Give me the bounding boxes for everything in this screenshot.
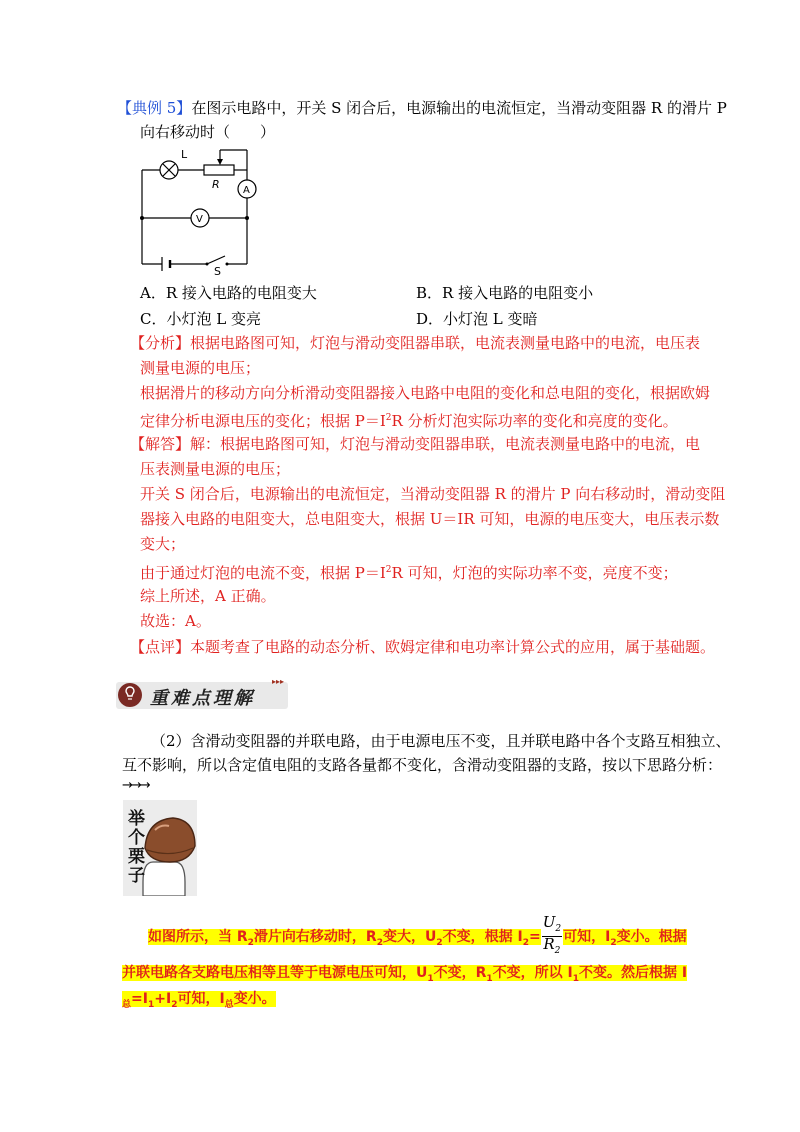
- solution-line-4: 器接入电路的电阻变大，总电阻变大，根据 U＝IR 可知，电源的电压变大，电压表示数: [140, 510, 720, 528]
- analysis-line-4: 定律分析电源电压的变化；根据 $P=I^2R$ 分析灯泡实际功率的变化和亮度的变化。: [140, 412, 678, 430]
- highlight-line-2: 并联电路各支路电压相等且等于电源电压可知，$U_1$不变，$R_1$不变，所以 $I_1$不变。然后根据 I: [122, 965, 688, 984]
- option-a: A．R 接入电路的电阻变大: [140, 284, 317, 302]
- section-title: 重难点理解: [150, 688, 255, 709]
- question-label: 【典例 5】: [117, 99, 192, 117]
- option-c: C．小灯泡 L 变亮: [140, 310, 261, 328]
- svg-text:▸▸▸: ▸▸▸: [272, 677, 285, 686]
- highlight-line-3: $_总=I_1+I_2$可知，$I_总$变小。: [122, 991, 276, 1010]
- rheostat-label: R: [212, 178, 220, 191]
- example-badge-text: 举个栗子: [128, 809, 145, 886]
- paragraph-line-1: （2）含滑动变阻器的并联电路，由于电源电压不变，且并联电路中各个支路互相独立、: [151, 732, 731, 750]
- solution-line-3: 开关 S 闭合后，电源输出的电流恒定，当滑动变阻器 R 的滑片 P 向右移动时，滑动变阻: [140, 485, 726, 503]
- analysis-line-2: 测量电源的电压；: [140, 359, 261, 377]
- switch-label: S: [214, 265, 221, 275]
- circuit-diagram: [132, 140, 262, 275]
- paragraph-line-2: 互不影响，所以含定值电阻的支路各量都不变化，含滑动变阻器的支路，按以下思路分析：: [122, 756, 723, 774]
- comment-line: 【点评】本题考查了电路的动态分析、欧姆定律和电功率计算公式的应用，属于基础题。: [130, 638, 716, 656]
- solution-line-6: 由于通过灯泡的电流不变，根据 $P=I^2R$ 可知，灯泡的实际功率不变，亮度不变；: [140, 564, 678, 582]
- flow-arrows: →→→: [122, 778, 149, 793]
- lamp-label: L: [181, 148, 188, 161]
- analysis-line-1: 【分析】根据电路图可知，灯泡与滑动变阻器串联，电流表测量电路中的电流，电压表: [130, 334, 701, 352]
- solution-line-2: 压表测量电源的电压；: [140, 460, 291, 478]
- ammeter-label: A: [243, 185, 250, 196]
- solution-line-7: 综上所述，A 正确。: [140, 587, 276, 605]
- fraction-u2-r2: $\frac{U_2}{R_2}$: [542, 913, 562, 956]
- voltmeter-label: V: [196, 214, 203, 225]
- question-line-2: 向右移动时（ ）: [140, 123, 276, 141]
- solution-line-8: 故选：A。: [140, 612, 211, 630]
- section-header: [116, 676, 291, 716]
- solution-line-1: 【解答】解：根据电路图可知，灯泡与滑动变阻器串联，电流表测量电路中的电流，电: [130, 435, 701, 453]
- option-b: B．R 接入电路的电阻变小: [416, 284, 594, 302]
- option-d: D．小灯泡 L 变暗: [416, 310, 538, 328]
- question-line-1: 【典例 5】在图示电路中，开关 S 闭合后，电源输出的电流恒定，当滑动变阻器 R 的滑片 P: [117, 99, 727, 117]
- solution-line-5: 变大；: [140, 535, 186, 553]
- analysis-line-3: 根据滑片的移动方向分析滑动变阻器接入电路中电阻的变化和总电阻的变化，根据欧姆: [140, 384, 711, 402]
- highlight-line-1: 如图所示，当 $R_2$滑片向右移动时，$R_2$变大，$U_2$不变，根据 $I_2=$ $\frac{U_2}{R_2}$ 可知，$I_2$变小。根据: [148, 913, 687, 956]
